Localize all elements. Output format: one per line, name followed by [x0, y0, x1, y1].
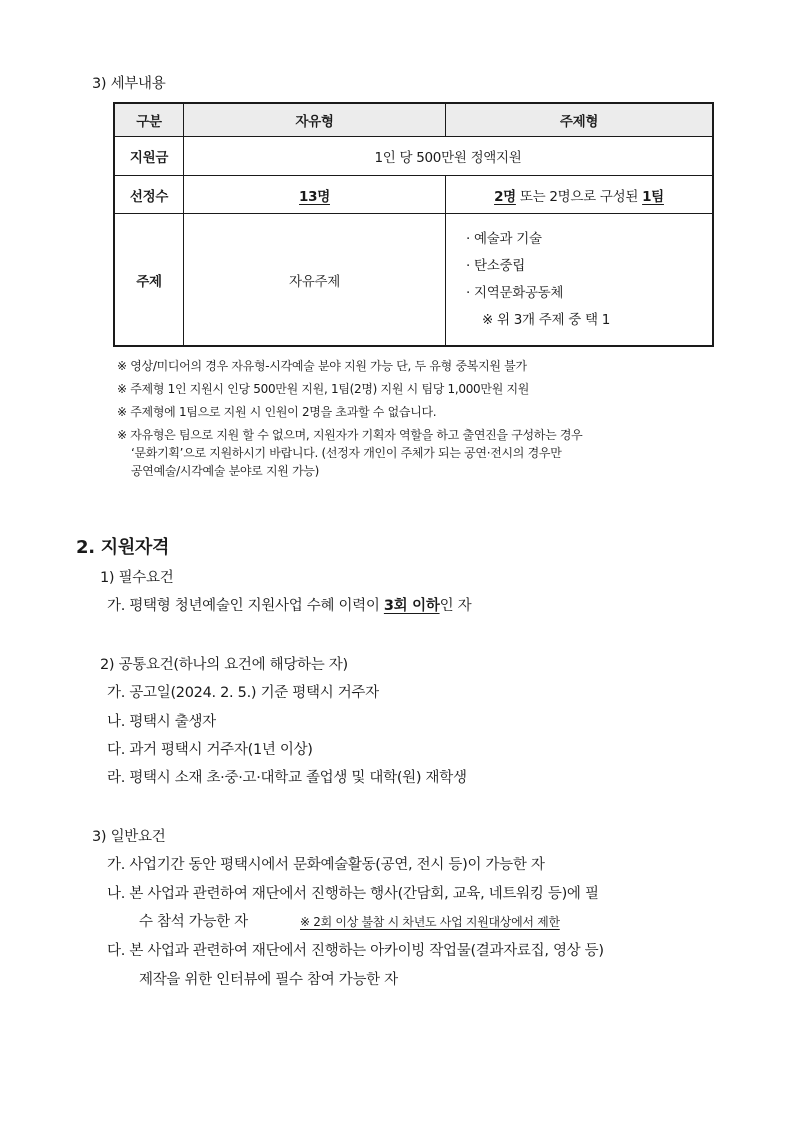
free-count-text: 13명: [299, 188, 330, 205]
funding-value: 1인 당 500만원 정액지원: [184, 137, 714, 176]
required-item: [107, 594, 471, 615]
topic-item: · 지역문화공동체: [466, 284, 564, 301]
free-topic: 자유주제: [184, 214, 446, 347]
common-item: 다. 과거 평택시 거주자(1년 이상): [107, 742, 313, 758]
theme-selection-count: [446, 176, 714, 214]
common-heading: 2) 공통요건(하나의 요건에 해당하는 자): [100, 657, 348, 673]
note-line: ※ 주제형 1인 지원시 인당 500만원 지원, 1팀(2명) 지원 시 팀당 1,000만원 지원: [117, 382, 530, 396]
details-heading: 3) 세부내용: [92, 76, 166, 92]
theme-count-middle: 또는 2명으로 구성된: [515, 188, 643, 205]
row-label-funding: 지원금: [114, 137, 184, 176]
header-theme-type: 주제형: [446, 103, 714, 137]
general-item: 다. 본 사업과 관련하여 재단에서 진행하는 아카이빙 작업물(결과자료집, 영상 등): [107, 943, 604, 959]
required-item-prefix: 가. 평택형 청년예술인 지원사업 수혜 이력이: [107, 598, 384, 614]
absence-warning-note: ※ 2회 이상 불참 시 차년도 사업 지원대상에서 제한: [300, 915, 560, 929]
table-header-row: [114, 103, 713, 137]
topic-pick-note: ※ 위 3개 주제 중 택 1: [482, 311, 610, 328]
note-line: ※ 자유형은 팀으로 지원 할 수 없으며, 지원자가 기획자 역할을 하고 출연진을 구성하는 경우: [117, 428, 583, 442]
table-row-topic: [114, 214, 713, 347]
general-item: 나. 본 사업과 관련하여 재단에서 진행하는 행사(간담회, 교육, 네트워킹 등)에 필: [107, 886, 599, 902]
common-item: 가. 공고일(2024. 2. 5.) 기준 평택시 거주자: [107, 685, 379, 701]
row-label-topic: 주제: [114, 214, 184, 347]
details-table: [113, 102, 714, 347]
row-label-selection: 선정수: [114, 176, 184, 214]
theme-topics: [446, 214, 714, 347]
theme-count-bold2: 1팀: [642, 188, 664, 205]
general-heading: 3) 일반요건: [92, 829, 166, 845]
table-row-selection: [114, 176, 713, 214]
topic-item: · 탄소중립: [466, 257, 525, 274]
common-item: 라. 평택시 소재 초·중·고·대학교 졸업생 및 대학(원) 재학생: [107, 770, 467, 786]
note-line: ‘문화기획’으로 지원하시기 바랍니다. (선정자 개인이 주체가 되는 공연·전시의 경우만: [131, 446, 562, 460]
note-line: ※ 주제형에 1팀으로 지원 시 인원이 2명을 초과할 수 없습니다.: [117, 405, 437, 419]
common-item: 나. 평택시 출생자: [107, 714, 216, 730]
general-item-cont: 수 참석 가능한 자: [139, 914, 248, 930]
required-item-bold: 3회 이하: [383, 598, 440, 614]
note-line: 공연예술/시각예술 분야로 지원 가능): [131, 464, 320, 478]
general-item: 가. 사업기간 동안 평택시에서 문화예술활동(공연, 전시 등)이 가능한 자: [107, 857, 545, 873]
required-item-suffix: 인 자: [439, 598, 472, 614]
topic-item: · 예술과 기술: [466, 230, 542, 247]
required-heading: 1) 필수요건: [100, 570, 174, 586]
header-free-type: 자유형: [184, 103, 446, 137]
free-selection-count: [184, 176, 446, 214]
theme-count-bold1: 2명: [494, 188, 516, 205]
note-line: ※ 영상/미디어의 경우 자유형-시각예술 분야 지원 가능 단, 두 유형 중복지원 불가: [117, 359, 527, 373]
general-item-cont: 제작을 위한 인터뷰에 필수 참여 가능한 자: [139, 972, 398, 988]
section-title-eligibility: 2. 지원자격: [76, 537, 170, 558]
header-category: 구분: [114, 103, 184, 137]
table-row-funding: [114, 137, 713, 176]
